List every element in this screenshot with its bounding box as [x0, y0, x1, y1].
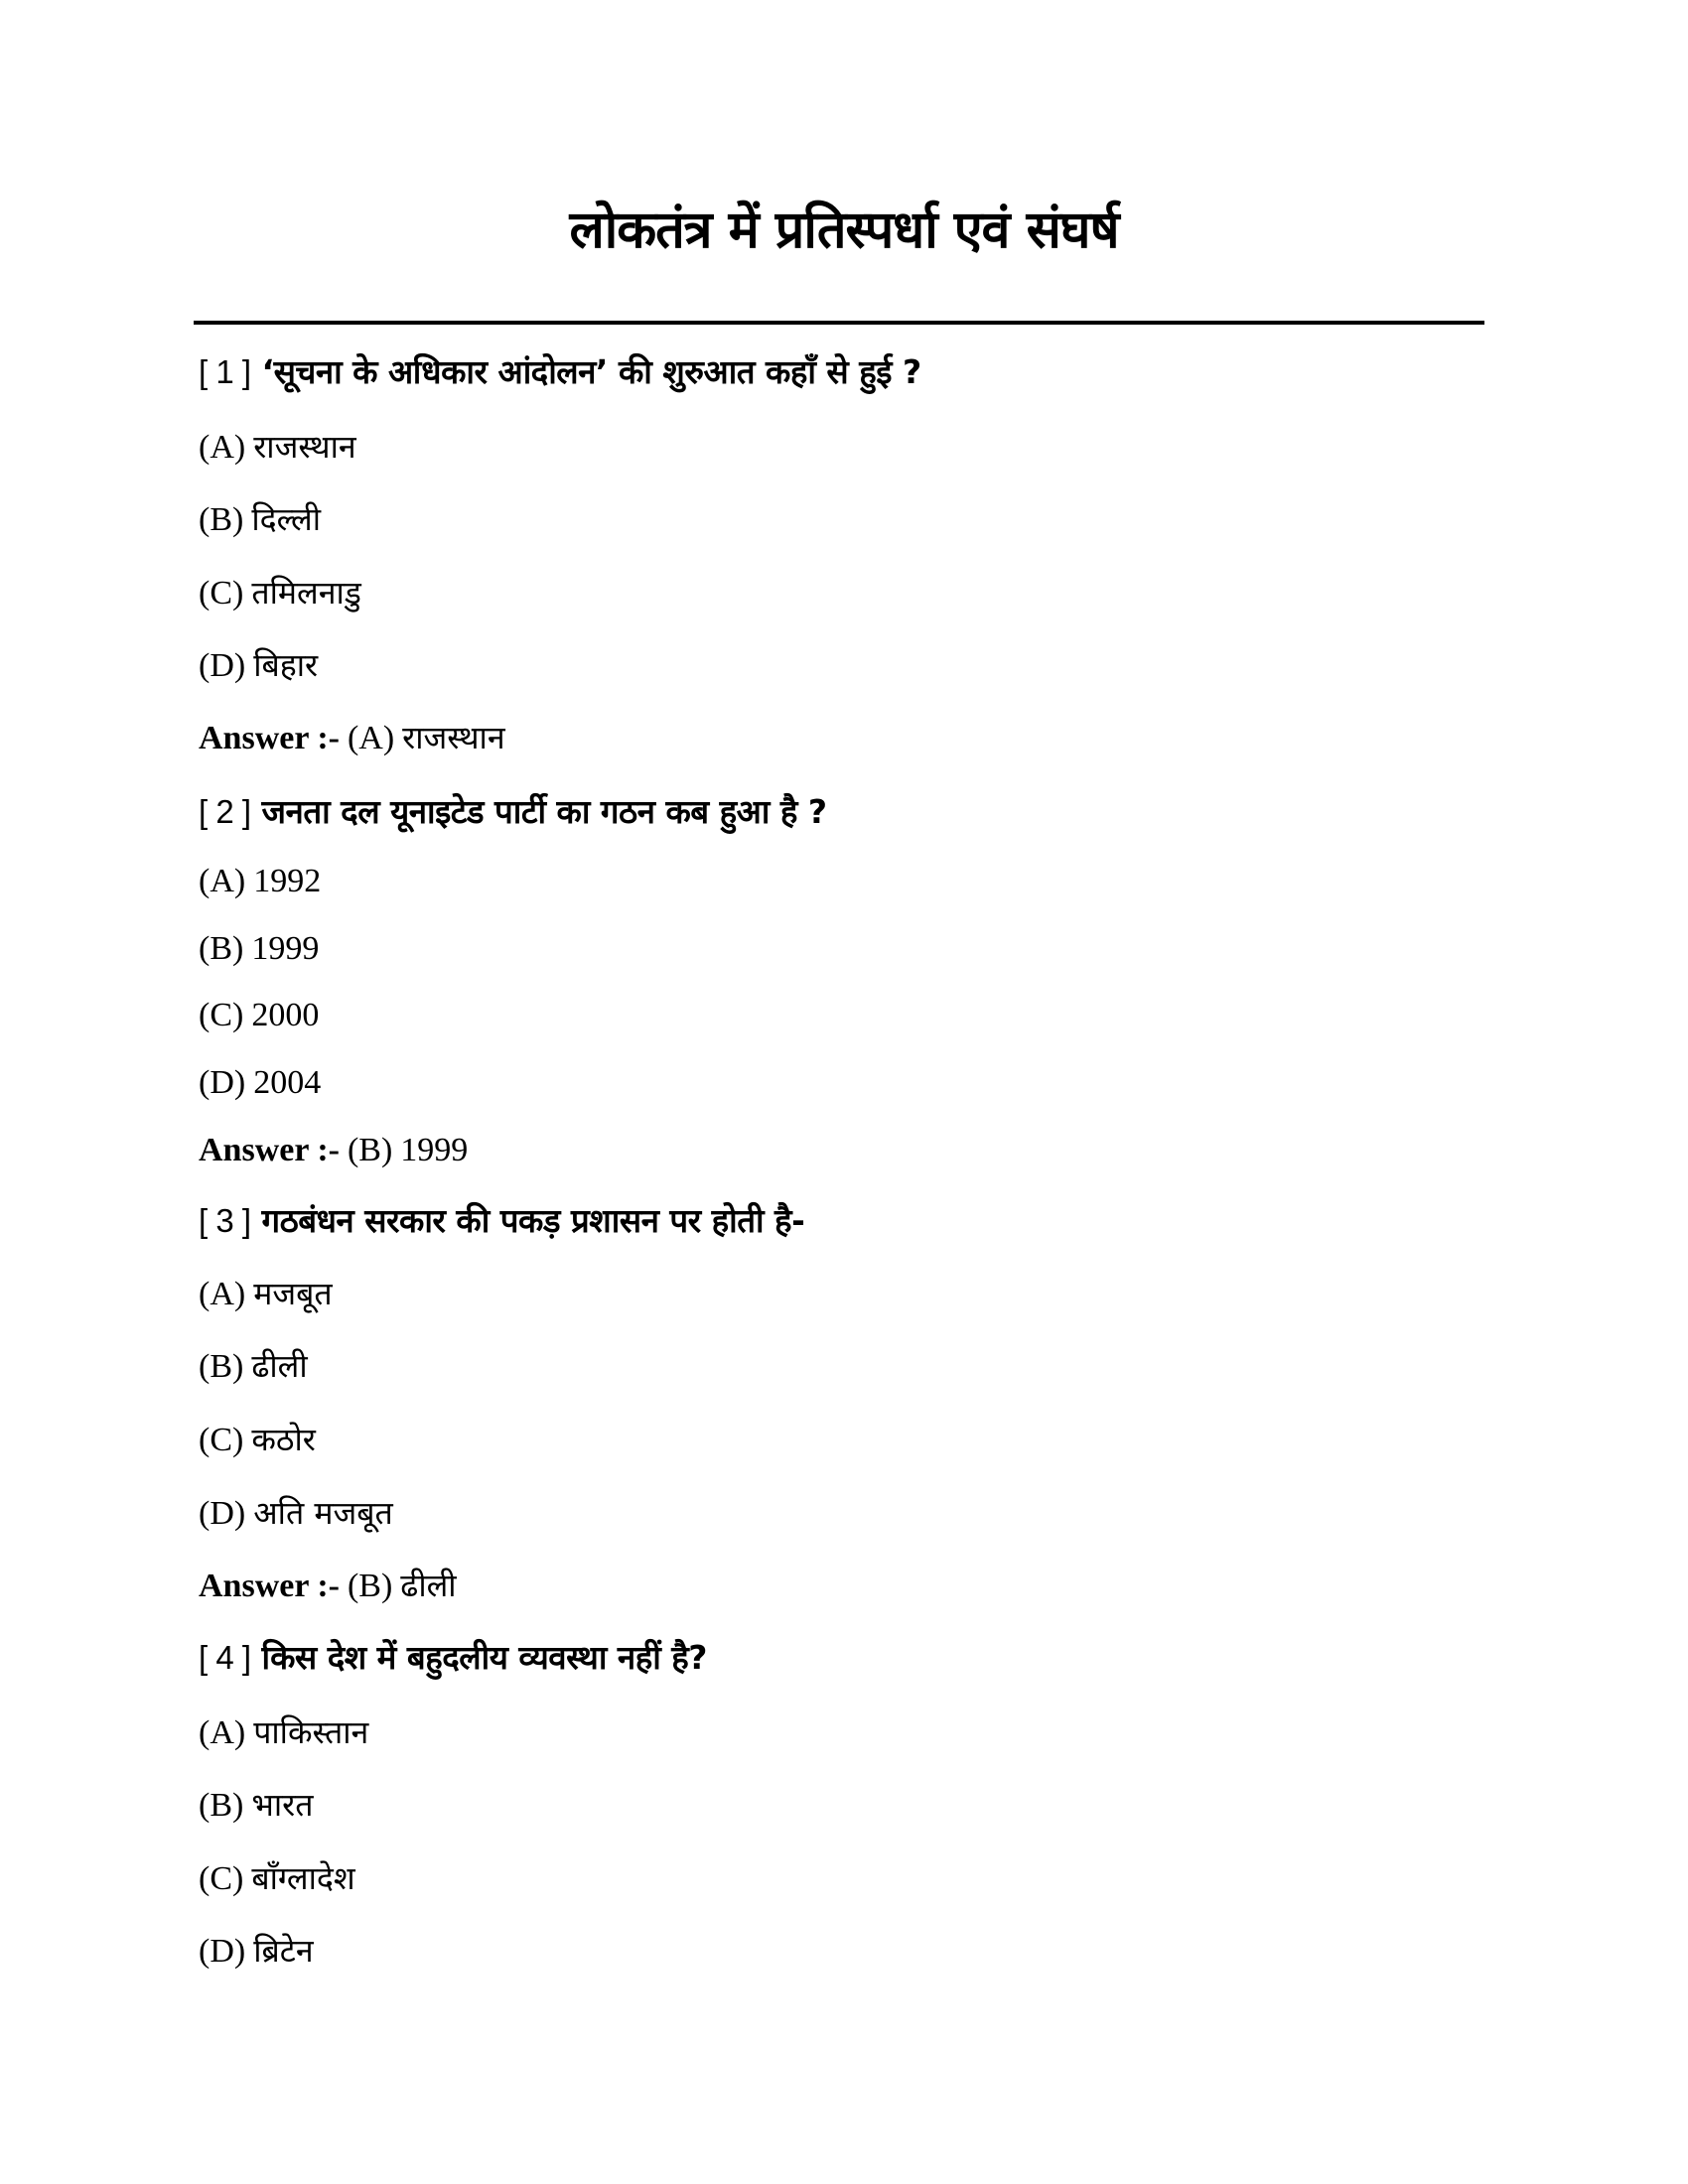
option-label: (A) — [199, 1276, 246, 1312]
question-text: गठबंधन सरकार की पकड़ प्रशासन पर होती है- — [261, 1201, 805, 1240]
question-4 — [199, 1634, 707, 1682]
page-title: लोकतंत्र में प्रतिस्पर्धा एवं संघर्ष — [569, 201, 1119, 260]
option-label: (D) — [199, 1495, 246, 1532]
option-text: कठोर — [251, 1421, 316, 1458]
question-number: [ 1 ] — [199, 353, 251, 390]
option-text: अति मजबूत — [253, 1494, 393, 1532]
option-label: (B) — [199, 1348, 244, 1385]
option-label: (A) — [199, 863, 246, 899]
option-text: ढीली — [251, 1347, 308, 1385]
option-text: 1999 — [251, 930, 320, 967]
option-label: (C) — [199, 575, 244, 612]
option-label: (C) — [199, 1860, 244, 1897]
question-text: ‘सूचना के अधिकार आंदोलन’ की शुरुआत कहाँ से हुई ? — [261, 352, 921, 391]
question-number: [ 4 ] — [199, 1639, 251, 1676]
q1-option-a — [199, 423, 356, 472]
q3-option-d — [199, 1489, 393, 1538]
q3-option-a — [199, 1270, 333, 1318]
option-label: (C) — [199, 1422, 244, 1458]
option-text: भारत — [251, 1786, 314, 1824]
q3-option-b — [199, 1342, 308, 1391]
option-text: 2004 — [253, 1064, 322, 1101]
answer-text: ढीली — [400, 1567, 457, 1604]
option-label: (D) — [199, 1064, 246, 1101]
option-label: (D) — [199, 647, 246, 684]
question-text: किस देश में बहुदलीय व्यवस्था नहीं है? — [261, 1638, 707, 1677]
q1-option-d — [199, 641, 318, 690]
option-text: 2000 — [251, 997, 320, 1033]
option-label: (D) — [199, 1933, 246, 1970]
q3-answer — [199, 1562, 457, 1610]
answer-option-label: (B) — [347, 1568, 393, 1604]
answer-text: 1999 — [400, 1132, 469, 1168]
q4-option-c — [199, 1854, 355, 1903]
option-text: ब्रिटेन — [253, 1932, 314, 1970]
option-text: राजस्थान — [253, 428, 356, 466]
question-1 — [199, 348, 921, 396]
question-number: [ 2 ] — [199, 793, 251, 830]
question-text: जनता दल यूनाइटेड पार्टी का गठन कब हुआ है ? — [261, 792, 827, 831]
q1-answer — [199, 714, 505, 762]
q2-answer — [199, 1126, 476, 1174]
question-3 — [199, 1197, 804, 1245]
answer-option-label: (B) — [347, 1132, 393, 1168]
option-text: तमिलनाडु — [251, 574, 361, 612]
option-label: (A) — [199, 1714, 246, 1751]
answer-label: Answer :- — [199, 720, 340, 756]
q4-option-a — [199, 1708, 368, 1757]
q4-option-d — [199, 1927, 314, 1976]
title-divider — [194, 321, 1484, 325]
option-label: (B) — [199, 1787, 244, 1824]
answer-label: Answer :- — [199, 1132, 340, 1168]
option-label: (B) — [199, 930, 244, 967]
answer-text: राजस्थान — [402, 719, 505, 756]
q2-option-d — [199, 1058, 329, 1107]
q3-option-c — [199, 1416, 316, 1464]
option-text: बाँग्लादेश — [251, 1859, 355, 1897]
option-text: बिहार — [253, 646, 319, 684]
option-label: (C) — [199, 997, 244, 1033]
q1-option-c — [199, 569, 361, 617]
q4-option-b — [199, 1781, 313, 1830]
answer-option-label: (A) — [347, 720, 395, 756]
option-text: 1992 — [253, 863, 322, 899]
question-2 — [199, 788, 827, 836]
option-label: (B) — [199, 501, 244, 538]
option-text: पाकिस्तान — [253, 1713, 369, 1751]
option-text: मजबूत — [253, 1275, 333, 1312]
q2-option-b — [199, 924, 327, 973]
q2-option-c — [199, 991, 327, 1039]
q2-option-a — [199, 857, 329, 905]
question-number: [ 3 ] — [199, 1202, 251, 1239]
answer-label: Answer :- — [199, 1568, 340, 1604]
q1-option-b — [199, 495, 321, 544]
option-label: (A) — [199, 429, 246, 466]
option-text: दिल्ली — [251, 500, 322, 538]
